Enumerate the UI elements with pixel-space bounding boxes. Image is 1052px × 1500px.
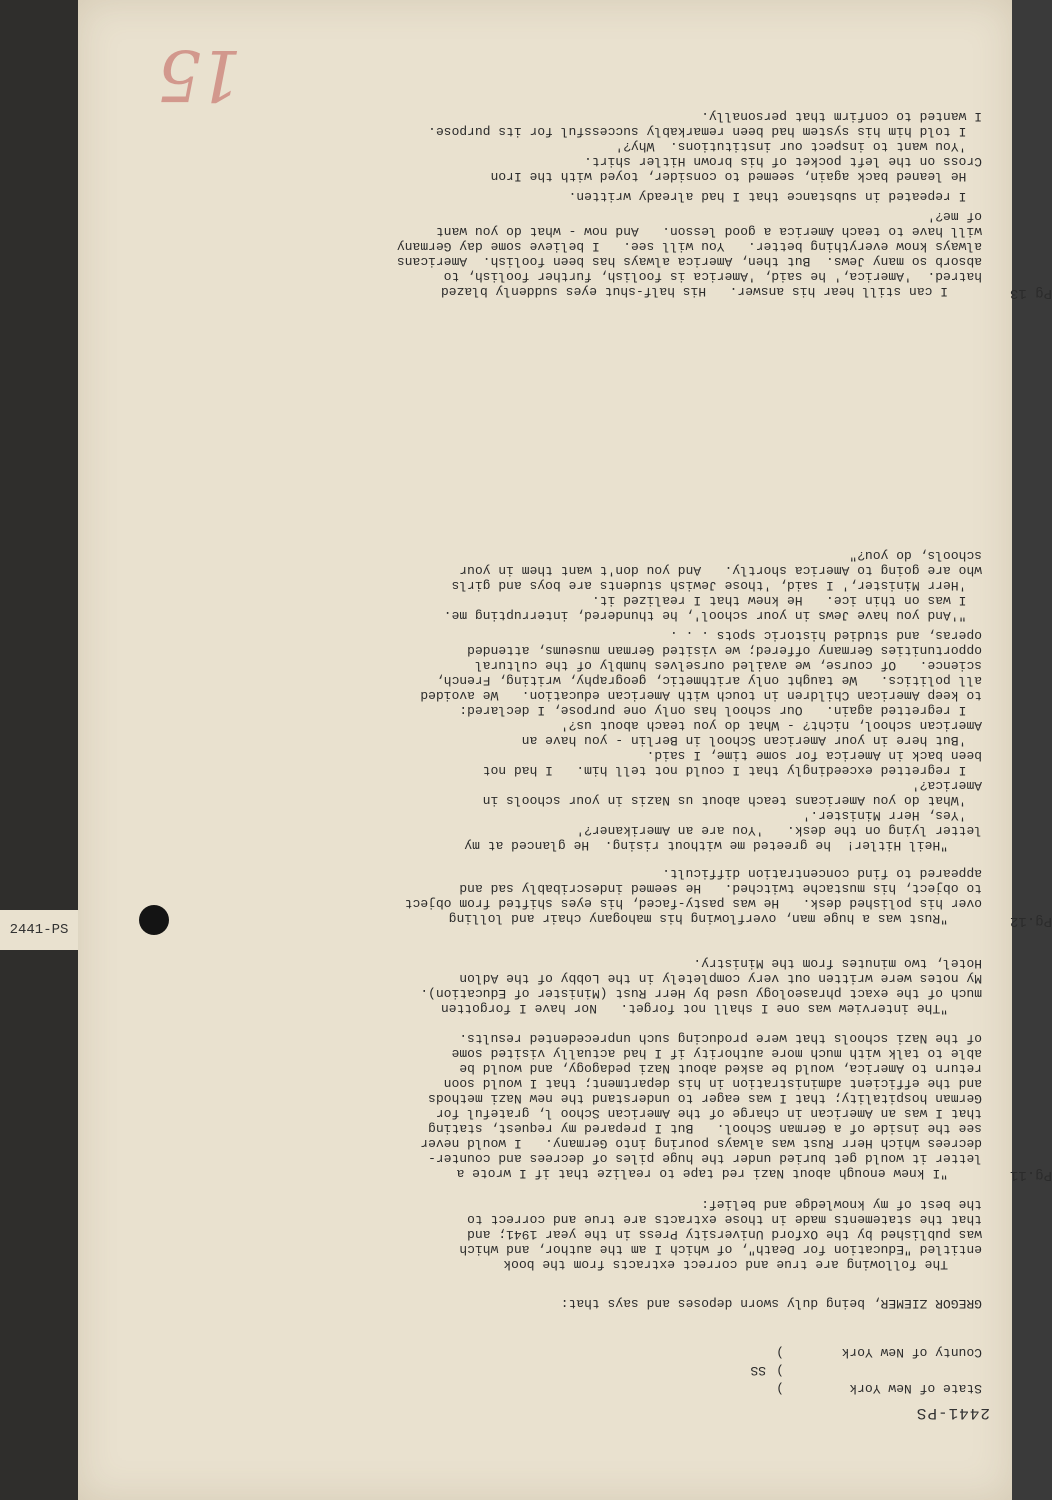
text-line: that I was an American in charge of the American Schoo l, grateful for: [435, 1106, 982, 1121]
text-line: I can still hear his answer. His half-shut eyes suddenly blazed: [440, 284, 948, 299]
text-line: schools, do you?": [849, 548, 982, 563]
document-number: 2441-PS: [915, 1404, 990, 1422]
text-line: I regretted exceedingly that I could not tell him. I had not: [482, 763, 982, 778]
text-line: 'Herr Minister,' I said, 'those Jewish students are boys and girls: [451, 578, 982, 593]
text-line: My notes were written out very completely in the Lobby of the Adlon: [459, 971, 982, 986]
text-line: I was on thin ice. He knew that I realized it.: [591, 593, 982, 608]
handwritten-page-number: 15: [160, 34, 242, 116]
text-line: I told him his system had been remarkably successful for its purpose.: [428, 124, 982, 139]
text-line: I wanted to confirm that personally.: [701, 109, 982, 124]
text-line: much of the exact phraseology used by Herr Rust (Minister of Education).: [420, 986, 982, 1001]
text-line: all politics. We taught only arithmetic, geography, writing, French,: [435, 673, 982, 688]
page-label: Pg.12: [1009, 913, 1052, 929]
text-line: Cross on the left pocket of his brown Hitler shirt.: [584, 154, 982, 169]
text-line: "The interview was one I shall not forget. Nor have I forgotten: [440, 1001, 948, 1016]
text-line: been back in America for some time, I said.: [646, 748, 982, 763]
text-line: "'And you have Jews in your school', he thundered, interrupting me.: [443, 608, 982, 623]
text-line: appeared to find concentration difficult.: [662, 866, 982, 881]
text-line: 'Yes, Herr Minister.': [802, 808, 982, 823]
text-line: of me?': [927, 209, 982, 224]
page-label: Pg 13: [1009, 285, 1052, 301]
venue-bracket-mid: ): [776, 1363, 784, 1378]
paper-sheet: [78, 0, 1052, 1500]
text-line: always know everything better. You will see. I believe some day Germany: [396, 239, 982, 254]
intro-line: was published by the Oxford University Press in the year 1941; and: [467, 1227, 982, 1242]
text-line: able to talk with much more authority if I had actually visited some: [451, 1046, 982, 1061]
intro-line: the best of my knowledge and belief:: [701, 1197, 982, 1212]
text-line: and the efficient administration in his department; that I would soon: [443, 1076, 982, 1091]
side-document-number: 2441-PS: [0, 910, 78, 950]
text-line: German hospitality; that I was eager to understand the new Nazi methods: [428, 1091, 982, 1106]
text-line: of the Nazi schools that were producing such unprecedented results.: [459, 1031, 982, 1046]
text-line: operas, and studied historic spots . . .: [669, 628, 982, 643]
text-line: return to America, would be asked about Nazi pedagogy, and would be: [459, 1061, 982, 1076]
text-line: 'But here in your American School in Berlin - you have an: [521, 733, 982, 748]
scan-border-strip: [0, 0, 78, 1500]
text-line: decrees which Herr Rust was always pouring into Germany. I would never: [420, 1136, 982, 1151]
intro-line: entitled "Education for Death", of which I am the author, and which: [459, 1242, 982, 1257]
text-line: who are going to America shortly. And you don't want them in your: [459, 563, 982, 578]
text-line: to object, his mustache twitched. He seemed indescribably sad and: [459, 881, 982, 896]
page-label: Pg.11: [1009, 1167, 1052, 1183]
text-line: hatred. 'America,' he said, 'America is foolish, further foolish, to: [443, 269, 982, 284]
deponent-intro: GREGOR ZIEMER, being duly sworn deposes and says that:: [560, 1296, 982, 1311]
text-line: see the inside of a German School. But I prepared my request, stating: [428, 1121, 982, 1136]
text-line: "Heil Hitler! he greeted me without rising. He glanced at my: [464, 838, 948, 853]
text-line: letter lying on the desk. 'You are an Amerikaner?': [576, 823, 982, 838]
venue-ss: SS: [750, 1363, 766, 1378]
text-line: "I knew enough about Nazi red tape to realize that if I wrote a: [456, 1166, 948, 1181]
text-line: American school, nicht? - What do you teach about us?': [560, 718, 982, 733]
text-line: I regretted again. Our school has only one purpose, I declared:: [459, 703, 982, 718]
page-content: [78, 0, 1052, 1500]
text-line: will have to teach America a good lesson. And now - what do you want: [435, 224, 982, 239]
intro-line: The following are true and correct extracts from the book: [503, 1257, 948, 1272]
text-line: 'What do you Americans teach about us Nazis in your schools in: [482, 793, 982, 808]
text-line: science. Of course, we availed ourselves humbly of the cultural: [474, 658, 982, 673]
punch-hole: [139, 905, 169, 935]
venue-bracket: ): [776, 1381, 784, 1396]
text-line: 'You want to inspect our institutions. Why?': [615, 139, 982, 154]
text-line: America?': [911, 778, 982, 793]
venue-bracket-bottom: ): [776, 1345, 784, 1360]
text-line: over his polished desk. He was pasty-faced, his eyes shifted from object: [404, 896, 982, 911]
text-line: Hotel, two minutes from the Ministry.: [693, 956, 982, 971]
text-line: absorb so many Jews. But then, America always has been foolish. Americans: [396, 254, 982, 269]
text-line: "Rust was a huge man, overflowing his mahogany chair and lolling: [448, 911, 948, 926]
text-line: opportunities Germany offered; we visited German museums, attended: [467, 643, 982, 658]
text-line: He leaned back again, seemed to consider, toyed with the Iron: [490, 169, 982, 184]
text-line: to keep American Children in touch with American education. We avoided: [420, 688, 982, 703]
venue-county: County of New York: [841, 1345, 982, 1360]
venue-state: State of New York: [849, 1381, 982, 1396]
text-line: letter it would get buried under the huge piles of decrees and counter-: [428, 1151, 982, 1166]
text-line: I repeated in substance that I had already written.: [568, 189, 982, 204]
intro-line: that the statements made in those extracts are true and correct to: [467, 1212, 982, 1227]
